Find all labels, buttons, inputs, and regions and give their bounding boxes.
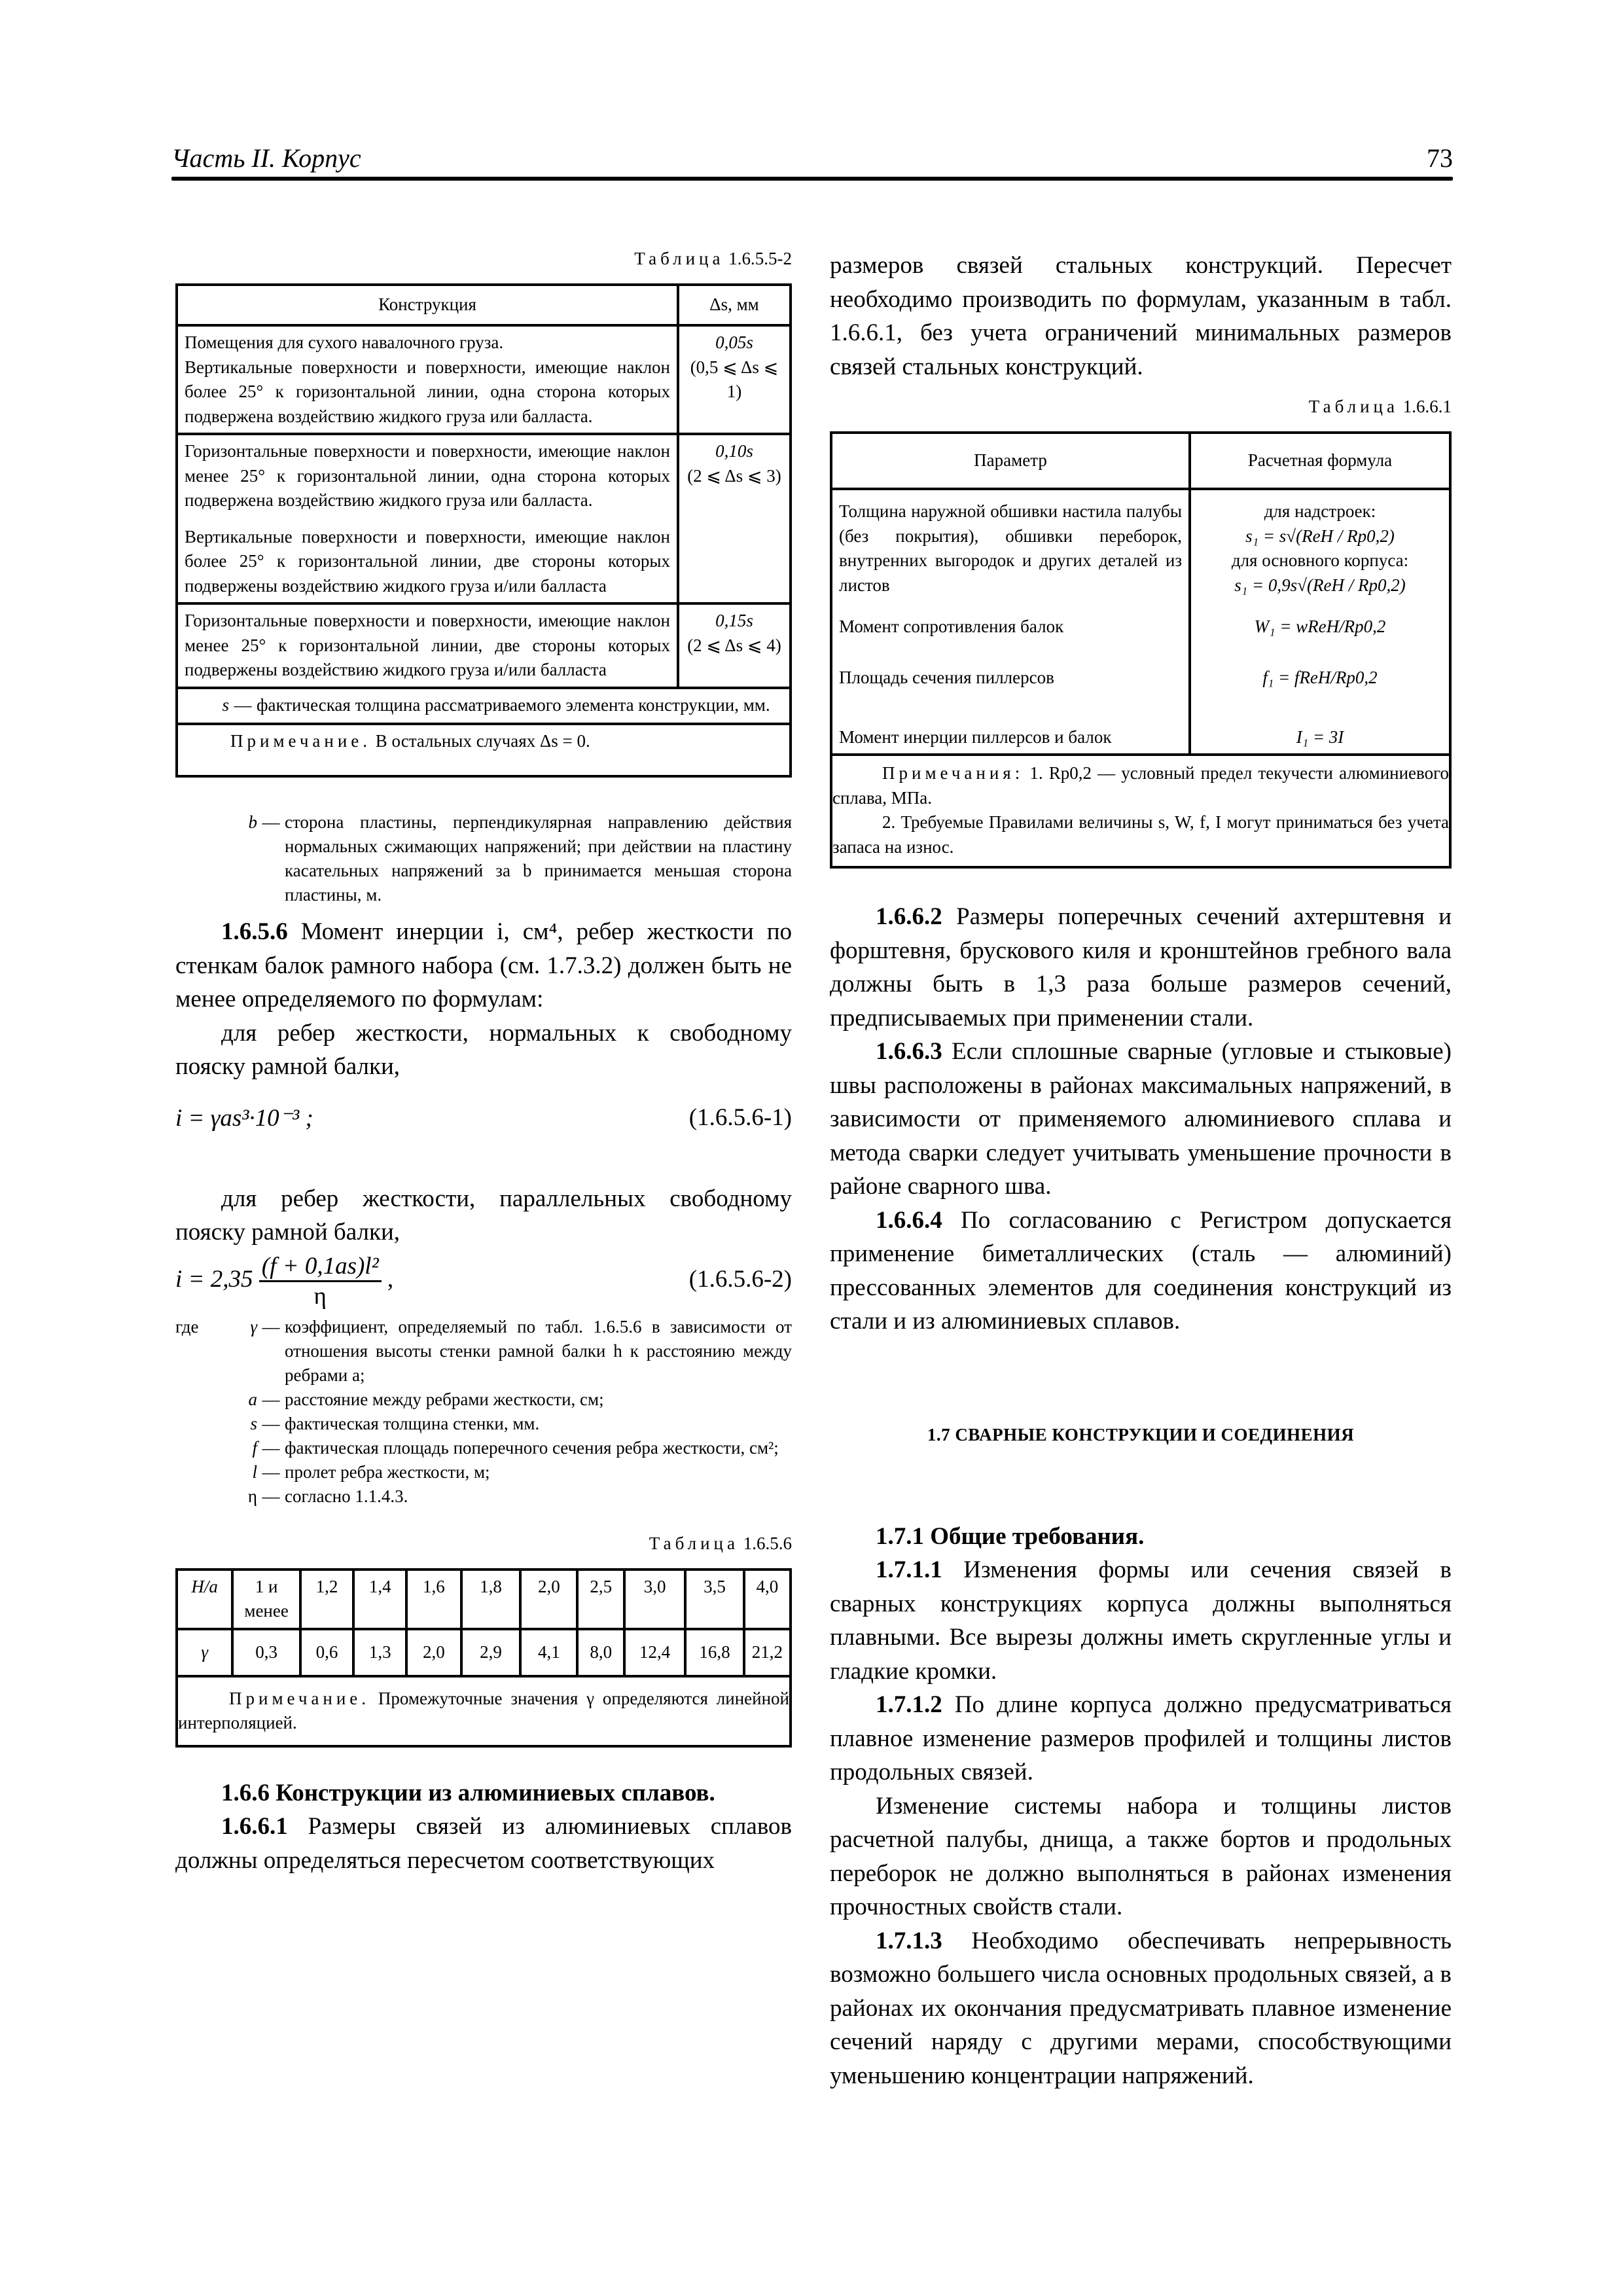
running-title: Часть II. Корпус bbox=[171, 143, 361, 173]
table-note: Промежуточные значения γ определяются линейной интерполяцией. bbox=[178, 1688, 789, 1732]
paragraph-1-7-1-2-continued: Изменение системы набора и толщины листов расчетной палубы, днища, а также бортов и продольных переборок не должно выполняться в районах изменения прочностных свойств стали. bbox=[830, 1792, 1452, 1920]
right-column bbox=[830, 249, 1452, 2092]
header-rule bbox=[171, 177, 1453, 181]
paragraph-1-7-1-1: 1.7.1.1 Изменения формы или сечения связей в сварных конструкциях корпуса должны выполняться плавными. Все вырезы должны иметь скругленные углы и гладкие кромки. bbox=[830, 1556, 1452, 1685]
table-1-6-5-6 bbox=[175, 1568, 792, 1748]
table-row: Горизонтальные поверхности и поверхности, имеющие наклон менее 25° к горизонтальной линии, две стороны которых подвержены воздействию жидкого груза и/или балласта 0,15s (2 ⩽ Δs ⩽ 4) bbox=[177, 603, 791, 688]
table-note-label: Примечание. bbox=[230, 731, 372, 751]
table-row: Помещения для сухого навалочного груза. Вертикальные поверхности и поверхности, имеющие наклон более 25° к горизонтальной линии, одна сторона которых подвержена воздействию жидкого груза или балласта. 0,05s (0,5 ⩽ Δs ⩽ 1) bbox=[177, 325, 791, 434]
paragraph-continuation: размеров связей стальных конструкций. Пересчет необходимо производить по формулам, указанным в табл. 1.6.6.1, без учета ограничений минимальных размеров связей стальных конструкций. bbox=[830, 252, 1452, 380]
table-caption-1-6-6-1: Таблица 1.6.6.1 bbox=[1308, 397, 1452, 416]
table-row: Горизонтальные поверхности и поверхности, имеющие наклон менее 25° к горизонтальной линии, одна сторона которых подвержена воздействию жидкого груза или балласта. Вертикальные поверхности и поверхности, имеющие наклон более 25° к горизонтальной линии, две стороны которых подвержены воздействию жидкого груза и/или балласта 0,10s (2 ⩽ Δs ⩽ 3) bbox=[177, 434, 791, 603]
paragraph-1-7-1-3: 1.7.1.3 Необходимо обеспечивать непрерывность возможно большего числа основных продольных связей, а в районах их окончания предусматривать плавное изменение сечений наряду с другими мерами, способствующими уменьшению концентрации напряжений. bbox=[830, 1927, 1452, 2089]
heading-1-6-6: 1.6.6 Конструкции из алюминиевых сплавов. bbox=[221, 1779, 715, 1806]
column-header: Конструкция bbox=[177, 285, 678, 325]
table-note-2: 2. Требуемые Правилами величины s, W, f, I могут приниматься без учета запаса на износ. bbox=[832, 812, 1449, 857]
table-row: Толщина наружной обшивки настила палубы (без покрытия), обшивки переборок, внутренних выгородок и других деталей из листов для надстроек: s₁ = s√(ReH / Rp0,2) для основного корпуса: s₁ = 0,9s√(ReH / Rp0,2) bbox=[831, 489, 1450, 601]
column-header: Δs, мм bbox=[678, 285, 791, 325]
table-1-6-6-1 bbox=[830, 431, 1452, 869]
paragraph-parallel-stiffeners: для ребер жесткости, параллельных свободному пояску рамной балки, bbox=[175, 1185, 792, 1246]
table-caption-1-6-5-6: Таблица 1.6.5.6 bbox=[649, 1533, 792, 1553]
page-number: 73 bbox=[1427, 143, 1453, 173]
column-header: Параметр bbox=[831, 433, 1190, 489]
column-header: Расчетная формула bbox=[1190, 433, 1450, 489]
paragraph-1-6-6-3: 1.6.6.3 Если сплошные сварные (угловые и стыковые) швы расположены в районах максимальных напряжений, в зависимости от применяемого алюминиевого сплава и метода сварки следует учитывать уменьшение прочности в районе сварного шва. bbox=[830, 1038, 1452, 1200]
paragraph-1-7-1-2: 1.7.1.2 По длине корпуса должно предусматриваться плавное изменение размеров профилей и толщины листов продольных связей. bbox=[830, 1691, 1452, 1785]
paragraph-1-6-6-1: 1.6.6.1 Размеры связей из алюминиевых сплавов должны определяться пересчетом соответствующих bbox=[175, 1813, 793, 1874]
paragraph-normal-stiffeners: для ребер жесткости, нормальных к свободному пояску рамной балки, bbox=[175, 1019, 792, 1080]
formula-definitions: где γ — коэффициент, определяемый по табл. 1.6.5.6 в зависимости от отношения высоты стенки рамной балки h к расстоянию между ребрами a; a — расстояние между ребрами жесткости, см; s — фактическая толщина стенки, мм. f — фактическая площадь поперечного сечения ребра жесткости, см²; l — пролет ребра жесткости, м; η — согласно 1.1.4.3. bbox=[175, 1316, 792, 1506]
heading-1-7-1: 1.7.1 Общие требования. bbox=[876, 1522, 1145, 1550]
formula-1-6-5-6-2: i = 2,35 $\frac{\text{(f + 0,1as)l²}}{\eta}$ , (1.6.5.6-2) bbox=[175, 1252, 792, 1310]
paragraph-1-6-6-4: 1.6.6.4 По согласованию с Регистром допускается применение биметаллических (сталь — алюминий) прессованных элементов для соединения конструкций из стали и из алюминиевых сплавов. bbox=[830, 1206, 1452, 1335]
table-definition: s — фактическая толщина рассматриваемого элемента конструкции, мм. bbox=[222, 694, 770, 715]
table-row: Момент сопротивления балок W₁ = wReH/Rp0,2 bbox=[831, 601, 1450, 653]
paragraph-1-6-5-6: 1.6.5.6 Момент инерции i, см⁴, ребер жесткости по стенкам балок рамного набора (см. 1.7.3.2) должен быть не менее определяемого по формулам: bbox=[175, 918, 793, 1013]
table-row: Момент инерции пиллерсов и балок I₁ = 3I bbox=[831, 704, 1450, 755]
running-header bbox=[171, 143, 1453, 175]
ratio-row: H/a 1 и менее 1,2 1,4 1,6 1,8 2,0 2,5 3,0 3,5 4,0 bbox=[177, 1570, 791, 1629]
gamma-row: γ 0,3 0,6 1,3 2,0 2,9 4,1 8,0 12,4 16,8 21,2 bbox=[177, 1629, 791, 1676]
table-note-label: Примечание. bbox=[229, 1688, 370, 1708]
table-note: В остальных случаях Δs = 0. bbox=[375, 731, 590, 751]
definition-b: b — сторона пластины, перпендикулярная направлению действия нормальных сжимающих напряжений; при действии на пластину касательных напряжений за b принимается меньшая сторона пластины, м. bbox=[248, 812, 792, 905]
table-note-1: Примечания: 1. Rp0,2 — условный предел текучести алюминиевого сплава, МПа. bbox=[832, 763, 1450, 808]
table-caption-1-6-5-5-2: Таблица 1.6.5.5-2 bbox=[634, 249, 792, 268]
formula-1-6-5-6-1: i = γas³·10⁻³ ; (1.6.5.6-1) bbox=[175, 1103, 792, 1132]
section-heading-1-7: 1.7 СВАРНЫЕ КОНСТРУКЦИИ И СОЕДИНЕНИЯ bbox=[927, 1424, 1355, 1444]
left-column bbox=[175, 249, 792, 1877]
table-row: Площадь сечения пиллерсов f₁ = fReH/Rp0,2 bbox=[831, 653, 1450, 704]
paragraph-1-6-6-2: 1.6.6.2 Размеры поперечных сечений ахтерштевня и форштевня, брускового киля и кронштейнов гребного вала должны быть в 1,3 раза больше размеров сечений, предписываемых при применении стали. bbox=[830, 903, 1452, 1031]
table-1-6-5-5-2 bbox=[175, 283, 792, 778]
